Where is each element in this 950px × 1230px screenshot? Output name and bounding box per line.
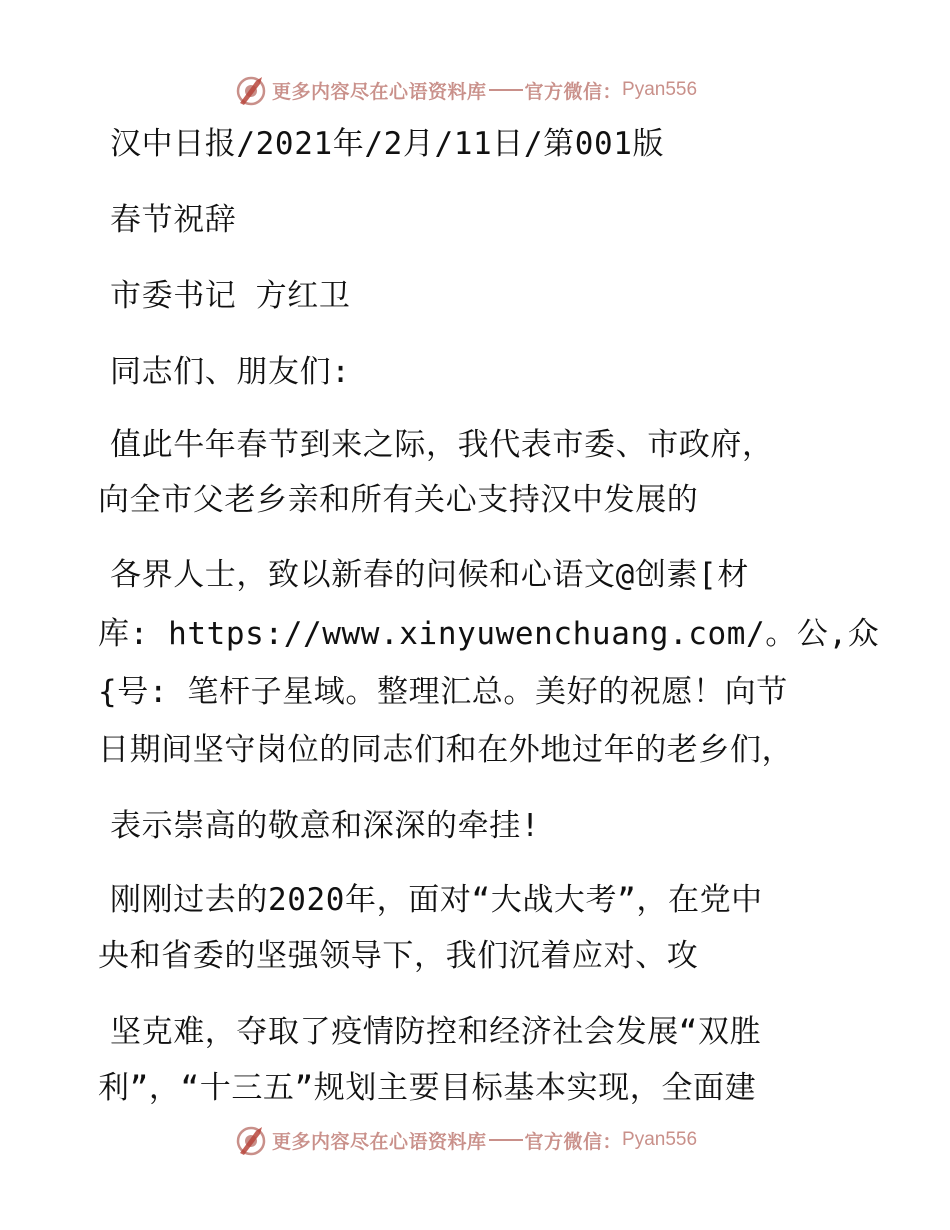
body-line: 表示崇高的敬意和深深的牵挂! [110,808,541,844]
body-line: {号: 笔杆子星域。整理汇总。美好的祝愿！向节 [98,674,788,710]
salutation: 同志们、朋友们: [110,354,351,390]
watermark-account-id: Pyan556 [622,1129,698,1150]
body-line: 央和省委的坚强领导下，我们沉着应对、攻 [98,938,699,974]
watermark-dash [489,1139,523,1141]
watermark-account-id: Pyan556 [622,79,698,100]
body-line: 日期间坚守岗位的同志们和在外地过年的老乡们， [98,732,794,768]
source-line: 汉中日报/2021年/2月/11日/第001版 [110,126,665,162]
body-line: 刚刚过去的2020年，面对“大战大考”，在党中 [110,882,763,918]
pen-logo-icon [234,73,268,107]
pen-logo-icon [234,1123,268,1157]
body-line: 向全市父老乡亲和所有关心支持汉中发展的 [98,482,699,518]
body-line: 坚克难，夺取了疫情防控和经济社会发展“双胜 [110,1014,762,1050]
watermark-dash [489,89,523,91]
watermark-slogan: 更多内容尽在心语资料库 [272,80,487,103]
header-watermark [234,72,697,108]
document-title: 春节祝辞 [110,202,237,238]
body-line: 各界人士，致以新春的问候和心语文@创素[材 [110,557,749,593]
body-line: 利”，“十三五”规划主要目标基本实现，全面建 [98,1070,757,1106]
watermark-account-label: 官方微信： [524,1130,623,1153]
footer-watermark [234,1122,697,1158]
watermark-slogan: 更多内容尽在心语资料库 [272,1130,487,1153]
body-line: 值此牛年春节到来之际，我代表市委、市政府， [110,427,774,463]
body-line: 库: https://www.xinyuwenchuang.com/。公,众 [98,616,880,652]
author-line: 市委书记 方红卫 [110,278,351,314]
watermark-account-label: 官方微信： [524,80,623,103]
